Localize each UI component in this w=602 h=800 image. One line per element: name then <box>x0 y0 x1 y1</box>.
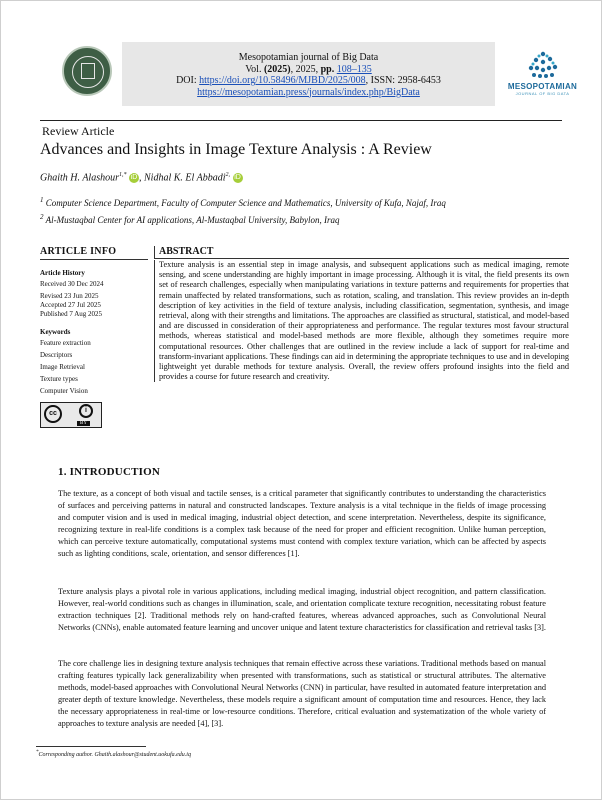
history-revised: Revised 23 Jun 2025 <box>40 292 99 300</box>
footnote-rule <box>36 746 146 747</box>
orcid-icon[interactable]: iD <box>234 174 241 182</box>
keyword-item: Computer Vision <box>40 387 88 395</box>
journal-name: Mesopotamian journal of Big Data <box>238 52 379 63</box>
article-title: Advances and Insights in Image Texture Analysis : A Review <box>40 141 432 158</box>
journal-url-link[interactable]: https://mesopotamian.press/journals/index.php/BigData <box>197 86 420 98</box>
author-2-sup: 2, <box>225 172 230 178</box>
author-2: Nidhal K. El Abbadi <box>144 172 226 184</box>
doi-line: DOI: https://doi.org/10.58496/MJBD/2025/008, ISSN: 2958-6453 <box>176 75 441 86</box>
pages-link[interactable]: 108–135 <box>336 63 372 75</box>
intro-paragraph-3: The core challenge lies in designing texture analysis techniques that remain effective across these variations. Traditional methods based on manual crafting features typically lack generalizability when presented with transformations, such as statistical or structural attributes. The alternative methods, model-based approaches with Convolutional Neural Networks (CNN) in particular, have resulted in automated feature interpretation and greater depth of texture knowledge. Nevertheless, these models require a significant amount of computation time and resources. Hence, they lack the necessary appropriateness in real-time or low-resource conditions. Therefore, critical evaluation and systematization of the whole variety of approaches to texture analysis are needed [4], [3]. <box>58 659 546 728</box>
history-accepted: Accepted 27 Jul 2025 <box>40 301 101 309</box>
introduction-heading: 1. INTRODUCTION <box>58 466 161 478</box>
article-type: Review Article <box>42 124 115 138</box>
history-published: Published 7 Aug 2025 <box>40 310 103 318</box>
press-seal-logo <box>62 46 112 96</box>
corresponding-author-footnote: *Corresponding author. Ghaith.alashour@student.uokufa.edu.iq <box>36 750 191 758</box>
brand-name: MESOPOTAMIAN <box>507 82 578 91</box>
keyword-item: Feature extraction <box>40 339 91 347</box>
intro-paragraph-1: The texture, as a concept of both visual and tactile senses, is a critical parameter that significantly contributes to understanding the characteristics of surfaces and perceiving patterns in natural and constructed landscapes. Texture analysis is a vital technique in the fields of image processing and computer vision and is used in medical imaging, industrial object detection, and scene interpretation. Nevertheless, despite its significance, recognizing texture in real-life conditions is a complex task because of the need for proper and efficient recognition. Unlike human perception, which can perceive texture automatically, computational systems must contend with complex texture variation, which can be affected by aspects such as lighting conditions, scale, orientation, and sensor differences [1]. <box>58 489 546 558</box>
author-1-sup: 1,* <box>119 172 127 178</box>
keyword-item: Image Retrieval <box>40 363 85 371</box>
volume-line: Vol. (2025), 2025, pp. 108–135 <box>245 63 372 75</box>
cc-icon: cc <box>44 405 62 423</box>
abstract-text: Texture analysis is an essential step in image analysis, and subsequent applications such as medical imaging, remote sensing, and scene understanding are highly important in image processing. Although it is vital, the field presents its own set of research challenges, especially when manipulating variations in texture patterns and requirements for properties that remain unaffected by related transformations, such as rotation, scaling, and translation. This review provides an in-depth description of key activities in the field of texture analysis, including classification, segmentation, synthesis, and image retrieval, along with their strengths and limitations. The approaches are classified as structural, statistical, and model-based and are discussed in consideration of their appropriateness and performance. The regular textures most favour structural methods, whereas statistical and model-based methods are more flexible, although they sometimes require more computational resources. Other challenges that are outlined in the review include a lack of support for real-time and transform-invariant applications. These findings can aid in determining the appropriate techniques to use and in developing lightweight yet durable methods for texture analysis. Overall, the review offers profound insights into the field and provides a course for future research and creativity. <box>154 260 569 382</box>
brand-cloud-icon <box>523 46 563 80</box>
abstract-section <box>154 246 569 382</box>
header-rule <box>40 120 562 121</box>
history-label: Article History <box>40 269 85 277</box>
seal-emblem <box>81 63 95 79</box>
brand-subtitle: JOURNAL OF BIG DATA <box>515 91 570 96</box>
abstract-heading: ABSTRACT <box>154 246 569 259</box>
journal-header <box>40 38 582 108</box>
author-1: Ghaith H. Alashour <box>40 172 119 184</box>
orcid-icon[interactable]: iD <box>130 174 138 182</box>
doi-link[interactable]: https://doi.org/10.58496/MJBD/2025/008 <box>199 75 366 86</box>
keyword-item: Texture types <box>40 375 78 383</box>
article-info-panel <box>40 246 148 428</box>
keywords-label: Keywords <box>40 328 71 336</box>
journal-info-box <box>122 42 495 106</box>
journal-url-line <box>122 87 495 99</box>
cc-by-license-badge[interactable] <box>40 402 102 428</box>
article-info-heading: ARTICLE INFO <box>40 246 148 260</box>
affiliation-2: $^2$ Al-Mustaqbal Center for AI applications, Al-Mustaqbal University, Babylon, Iraq <box>40 213 340 225</box>
person-icon: i <box>79 404 93 418</box>
by-label: BY <box>77 421 90 426</box>
keyword-item: Descriptors <box>40 351 73 359</box>
history-received: Received 30 Dec 2024 <box>40 280 104 288</box>
author-line: Ghaith H. Alashour$^{1,*}$ iD , Nidhal K. El Abbadi$^{2,}$ iD <box>40 172 241 184</box>
affiliation-1: $^1$ Computer Science Department, Faculty of Computer Science and Mathematics, University of Kufa, Najaf, Iraq <box>40 196 446 208</box>
intro-paragraph-2: Texture analysis plays a pivotal role in various applications, including medical imaging, industrial object recognition, and pattern classification. However, real-world conditions such as changes in illumination, scale, and orientation complicate texture recognition, necessitating robust feature extraction techniques [2]. Traditional methods rely on hand-crafted features, whereas advanced approaches, such as Convolutional Neural Networks (CNNs), enable automated feature learning and uncover unique and latent texture characteristics for classification and retrieval tasks [3]. <box>58 587 546 632</box>
journal-brand-logo <box>505 46 580 106</box>
